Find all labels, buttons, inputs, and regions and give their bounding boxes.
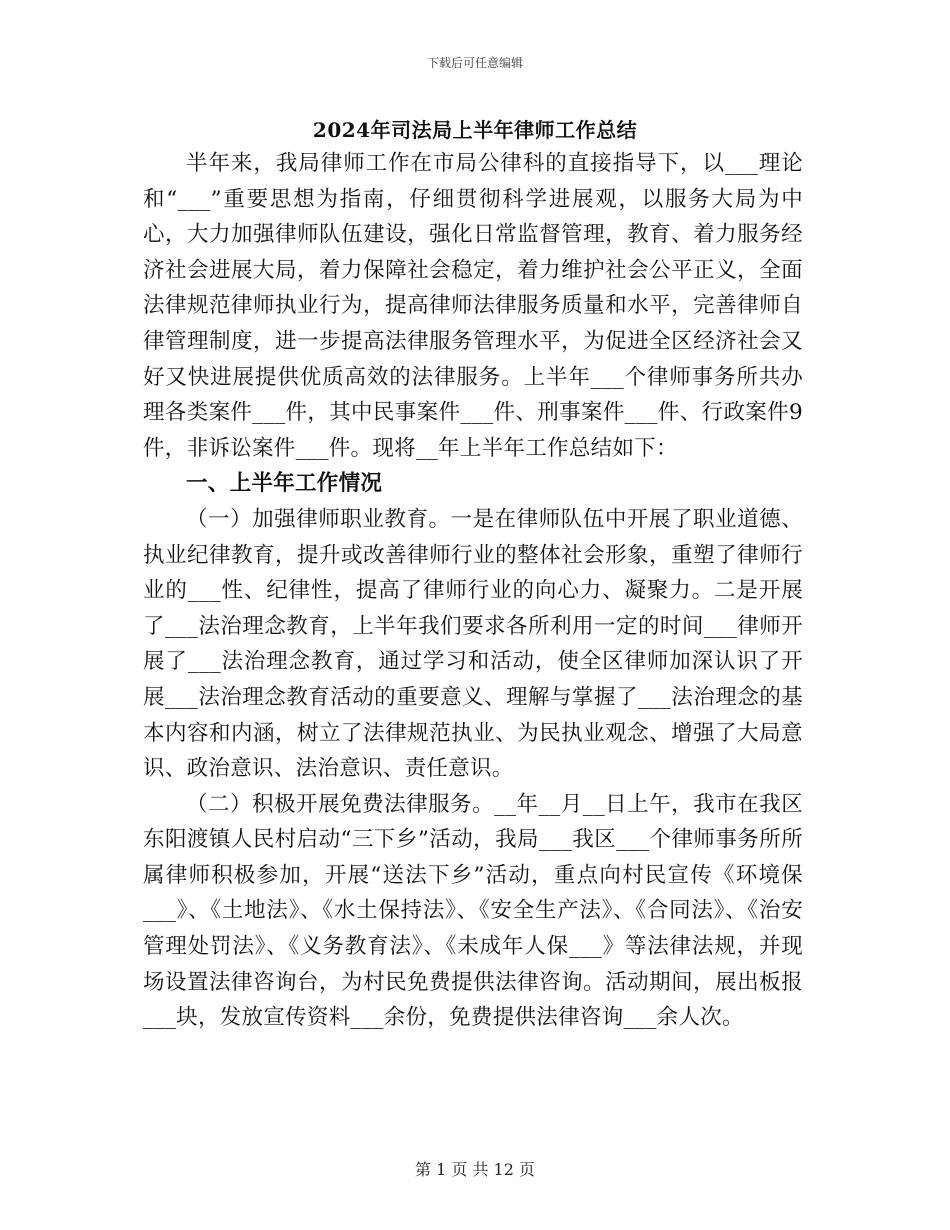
subsection-2-paragraph: （二）积极开展免费法律服务。__年__月__日上午，我市在我区东阳渡镇人民村启动“三下乡”活动，我局___我区___个律师事务所所属律师积极参加，开展“送法下乡”活动，重点向村民宣传《环境保___》、《土地法》、《水土保持法》、《安全生产法》、《合同法》、《治安管理处罚法》、《义务教育法》、《未成年人保___》等法律法规，并现场设置法律咨询台，为村民免费提供法律咨询。活动期间，展出板报___块，发放宣传资料___余份，免费提供法律咨询___余人次。 <box>143 791 803 1031</box>
header-note: 下载后可任意编辑 <box>426 56 523 70</box>
subsection-1-paragraph: （一）加强律师职业教育。一是在律师队伍中开展了职业道德、执业纪律教育，提升或改善律师行业的整体社会形象，重塑了律师行业的___性、纪律性，提高了律师行业的向心力、凝聚力。二是开展了___法治理念教育，上半年我们要求各所利用一定的时间___律师开展了___法治理念教育，通过学习和活动，使全区律师加深认识了开展___法治理念教育活动的重要意义、理解与掌握了___法治理念的基本内容和内涵，树立了法律规范执业、为民执业观念、增强了大局意识、政治意识、法治意识、责任意识。 <box>143 506 803 782</box>
page-footer: 第 1 页 共 12 页 <box>415 1160 535 1179</box>
document-title: 2024年司法局上半年律师工作总结 <box>312 118 638 142</box>
intro-paragraph: 半年来，我局律师工作在市局公律科的直接指导下，以___理论和“___”重要思想为指南，仔细贯彻科学进展观，以服务大局为中心，大力加强律师队伍建设，强化日常监督管理，教育、着力服务经济社会进展大局，着力保障社会稳定，着力维护社会公平正义，全面法律规范律师执业行为，提高律师法律服务质量和水平，完善律师自律管理制度，进一步提高法律服务管理水平，为促进全区经济社会又好又快进展提供优质高效的法律服务。上半年___个律师事务所共办理各类案件___件，其中民事案件___件、刑事案件___件、行政案件9 件，非诉讼案件___件。现将__年上半年工作总结如下： <box>143 151 803 461</box>
document-body <box>143 146 803 1036</box>
section-heading: 一、上半年工作情况 <box>186 471 383 497</box>
